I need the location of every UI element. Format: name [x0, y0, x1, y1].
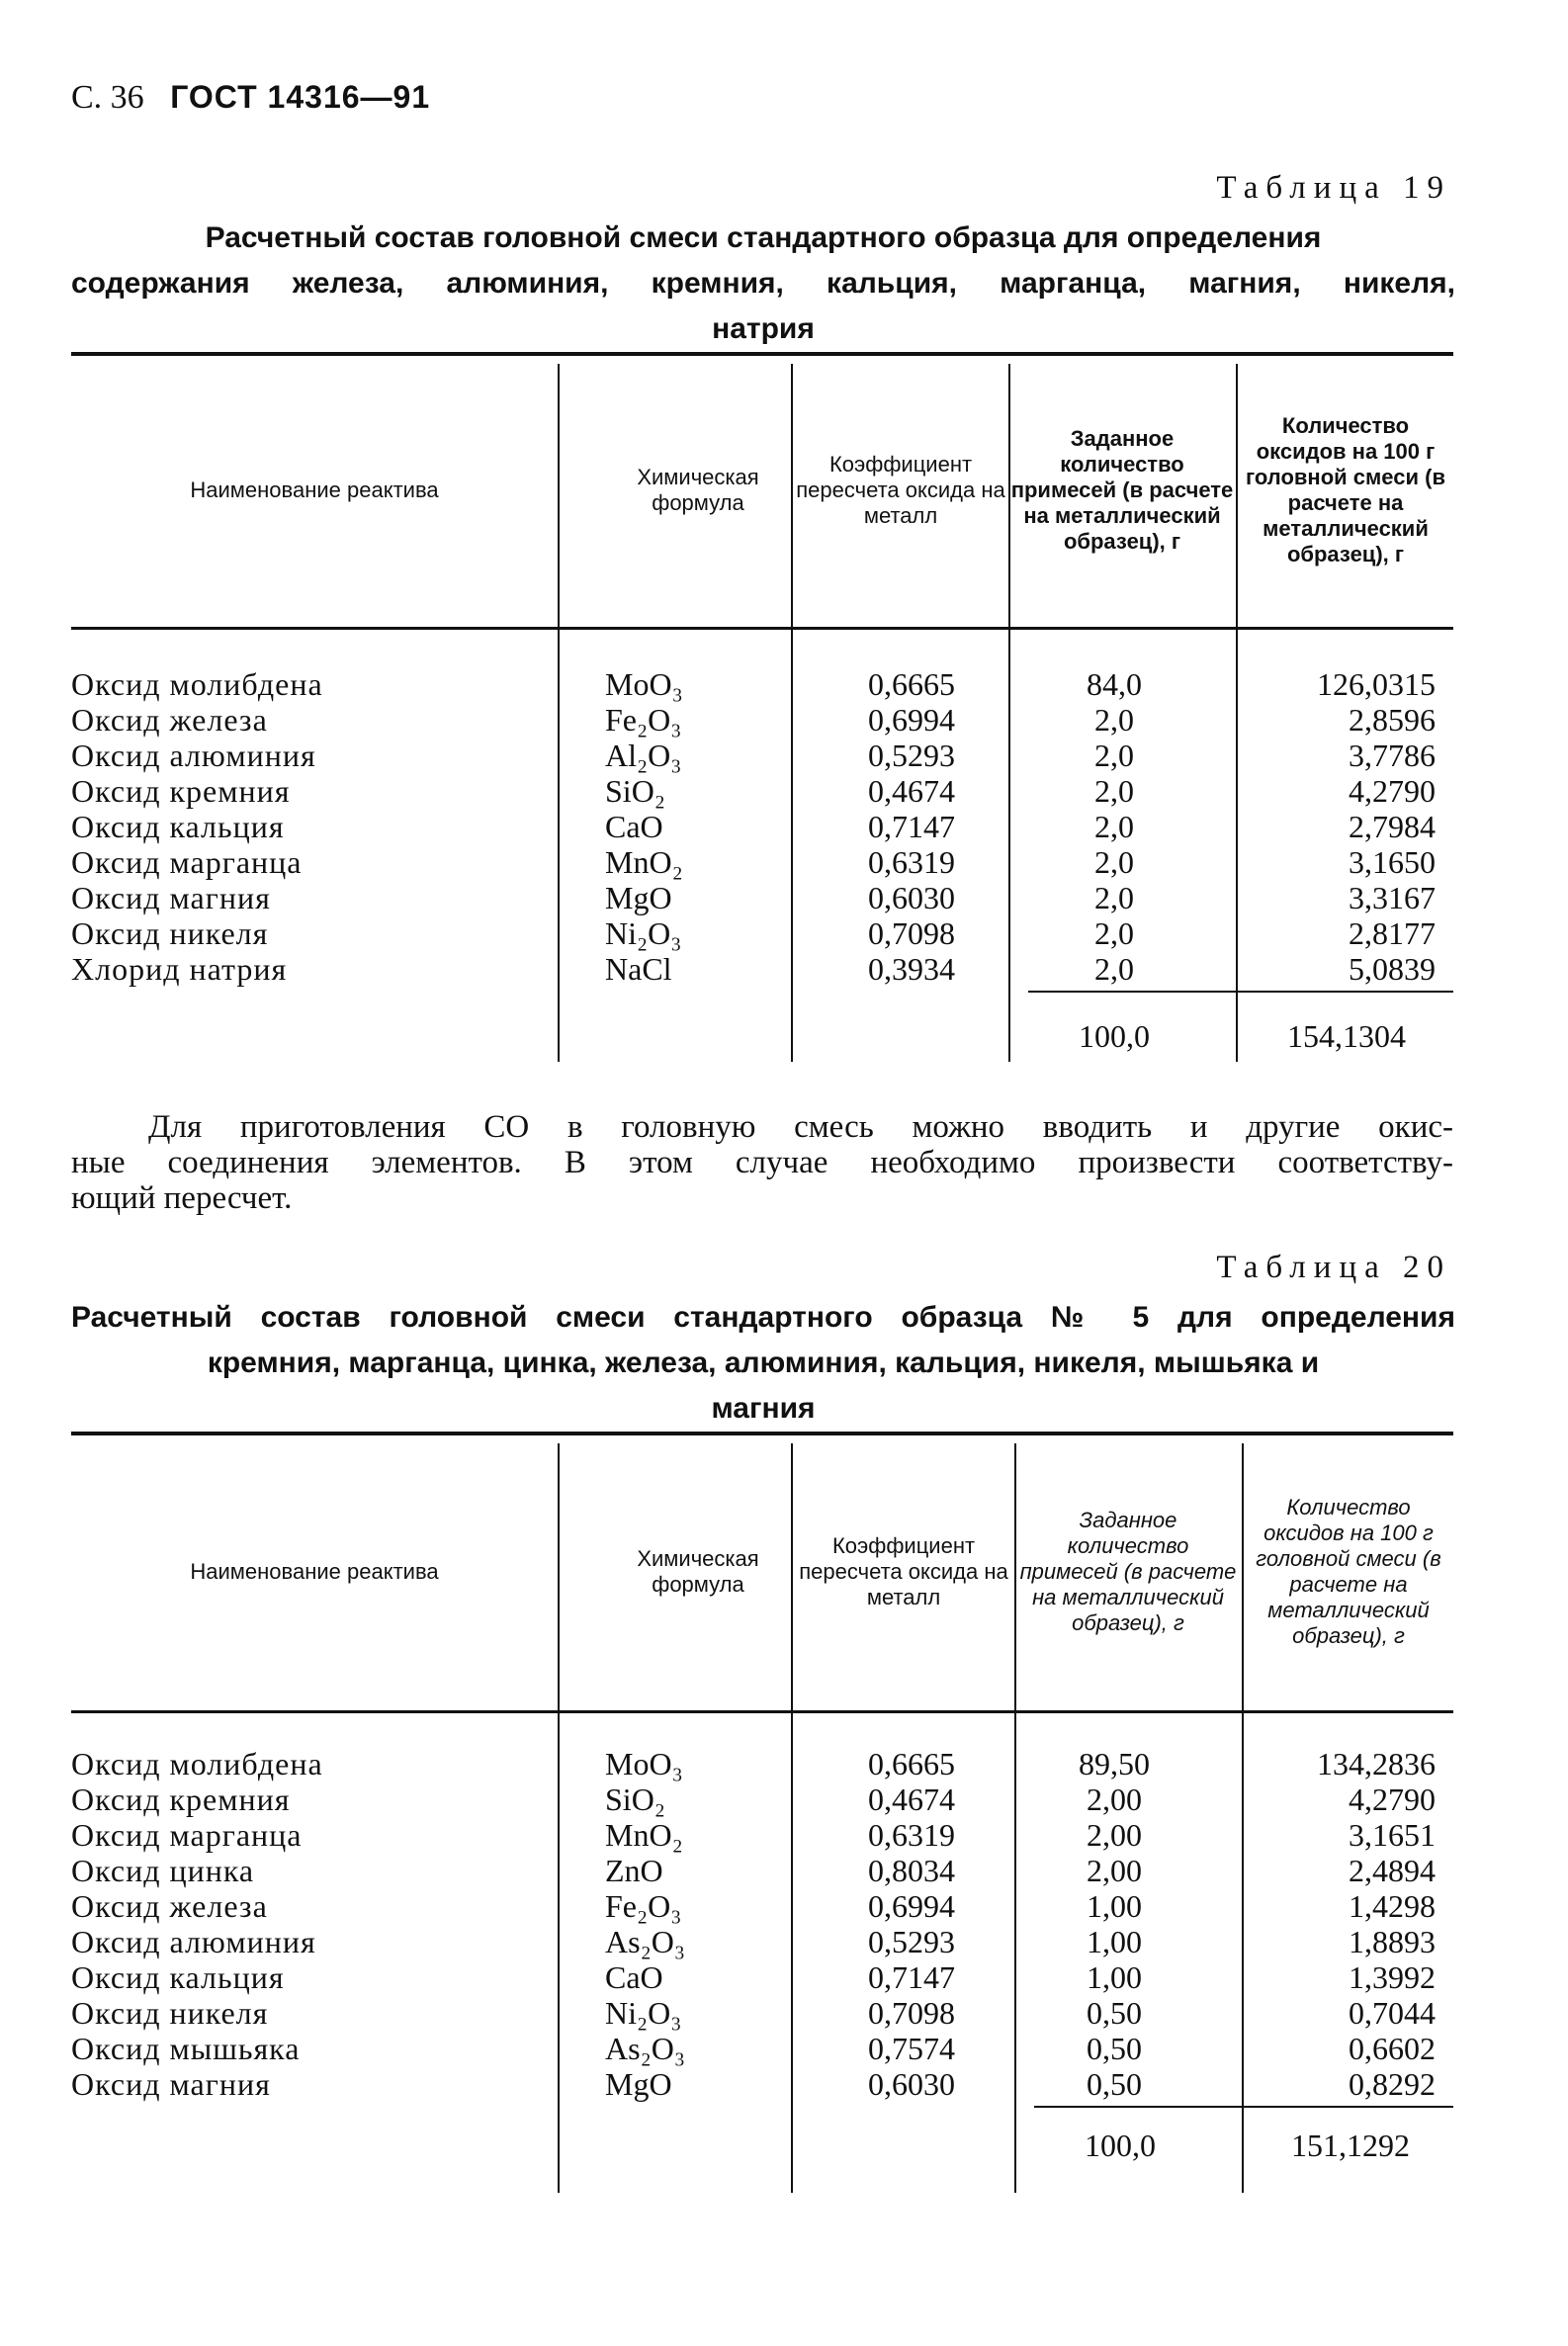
- table-20-sum-rule: [1034, 2106, 1453, 2108]
- note-line-3: ющий пересчет.: [71, 1180, 293, 1216]
- table-20-top-rule: [71, 1432, 1453, 1435]
- conversion-coefficient: 0,6665: [868, 1746, 955, 1781]
- reagent-name: Оксид никеля: [71, 1995, 269, 2031]
- reagent-name: Оксид кальция: [71, 1959, 285, 1995]
- table-19-top-rule: [71, 352, 1453, 356]
- oxide-amount: 4,2790: [1349, 773, 1436, 809]
- page-number: С. 36: [71, 79, 144, 116]
- oxide-amount: 3,7786: [1349, 738, 1436, 773]
- chemical-formula: CaO: [605, 809, 663, 844]
- impurity-amount: 2,0: [1094, 773, 1134, 809]
- table-20-title: [71, 1295, 1455, 1432]
- col-header-coef: Коэффициент пересчета оксида на металл: [796, 452, 1005, 528]
- table-20-title-line-2: кремния, марганца, цинка, железа, алюминия, кальция, никеля, мышьяка и: [207, 1347, 1320, 1379]
- oxide-amount: 4,2790: [1349, 1781, 1436, 1817]
- table-19-sum-rule: [1028, 991, 1453, 993]
- table-row: [71, 1924, 1453, 1959]
- chemical-formula: Al₂O₃: [605, 738, 682, 773]
- table-row: [71, 880, 1453, 915]
- table-19-header-rule: [71, 627, 1453, 630]
- col-header-amount: Заданное количество примесей (в расчете на металлический образец), г: [1019, 1508, 1237, 1635]
- chemical-formula: As₂O₃: [605, 1924, 685, 1959]
- note-line-2: ные соединения элементов. В этом случае необходимо произвести соответству-: [71, 1145, 1453, 1180]
- conversion-coefficient: 0,5293: [868, 1924, 955, 1959]
- impurity-amount: 1,00: [1087, 1959, 1142, 1995]
- table-row: [71, 1781, 1453, 1817]
- col-header-coef: Коэффициент пересчета оксида на металл: [799, 1533, 1008, 1609]
- oxide-amount: 2,7984: [1349, 809, 1436, 844]
- table-row: [71, 2031, 1453, 2066]
- table-19-title: [71, 216, 1455, 352]
- page-header: [71, 79, 430, 117]
- chemical-formula: MnO₂: [605, 1817, 683, 1853]
- table-row: [71, 1995, 1453, 2031]
- table-row: [71, 1959, 1453, 1995]
- table-row: [71, 1888, 1453, 1924]
- table-row: [71, 1817, 1453, 1853]
- chemical-formula: MnO₂: [605, 844, 683, 880]
- chemical-formula: CaO: [605, 1959, 663, 1995]
- oxide-amount: 0,7044: [1349, 1995, 1436, 2031]
- oxide-amount: 2,8596: [1349, 702, 1436, 738]
- table-row: [71, 1746, 1453, 1781]
- oxide-amount: 126,0315: [1317, 666, 1436, 702]
- total-oxides: 154,1304: [1287, 1018, 1406, 1054]
- reagent-name: Оксид никеля: [71, 915, 269, 951]
- chemical-formula: Ni₂O₃: [605, 915, 682, 951]
- chemical-formula: SiO₂: [605, 773, 665, 809]
- reagent-name: Оксид магния: [71, 880, 271, 915]
- table-row: [71, 809, 1453, 844]
- col-header-formula: Химическая формула: [637, 1546, 759, 1597]
- conversion-coefficient: 0,7098: [868, 915, 955, 951]
- reagent-name: Оксид молибдена: [71, 1746, 323, 1781]
- reagent-name: Оксид марганца: [71, 1817, 303, 1853]
- reagent-name: Оксид магния: [71, 2066, 271, 2102]
- conversion-coefficient: 0,8034: [868, 1853, 955, 1888]
- oxide-amount: 3,1650: [1349, 844, 1436, 880]
- table-row: [71, 738, 1453, 773]
- impurity-amount: 2,0: [1094, 702, 1134, 738]
- impurity-amount: 1,00: [1087, 1924, 1142, 1959]
- impurity-amount: 2,0: [1094, 951, 1134, 987]
- note-paragraph: [71, 1109, 1453, 1216]
- chemical-formula: Fe₂O₃: [605, 702, 682, 738]
- chemical-formula: As₂O₃: [605, 2031, 685, 2066]
- oxide-amount: 3,3167: [1349, 880, 1436, 915]
- oxide-amount: 134,2836: [1317, 1746, 1436, 1781]
- chemical-formula: Ni₂O₃: [605, 1995, 682, 2031]
- reagent-name: Оксид железа: [71, 1888, 268, 1924]
- reagent-name: Оксид цинка: [71, 1853, 255, 1888]
- reagent-name: Оксид кремния: [71, 1781, 291, 1817]
- reagent-name: Оксид марганца: [71, 844, 303, 880]
- total-amount: 100,0: [1079, 1018, 1150, 1054]
- reagent-name: Оксид алюминия: [71, 738, 316, 773]
- oxide-amount: 0,8292: [1349, 2066, 1436, 2102]
- table-20: [71, 1432, 1453, 2195]
- table-20-title-line-3: магния: [711, 1392, 816, 1425]
- table-row: [71, 702, 1453, 738]
- conversion-coefficient: 0,6665: [868, 666, 955, 702]
- oxide-amount: 5,0839: [1349, 951, 1436, 987]
- impurity-amount: 0,50: [1087, 2031, 1142, 2066]
- col-header-amount: Заданное количество примесей (в расчете на металлический образец), г: [1010, 426, 1234, 554]
- conversion-coefficient: 0,6030: [868, 2066, 955, 2102]
- chemical-formula: ZnO: [605, 1853, 663, 1888]
- table-19-title-line-3: натрия: [712, 312, 815, 345]
- reagent-name: Оксид мышьяка: [71, 2031, 301, 2066]
- table-row: [71, 844, 1453, 880]
- chemical-formula: MoO₃: [605, 666, 683, 702]
- table-row: [71, 773, 1453, 809]
- col-header-oxides: Количество оксидов на 100 г головной смеси (в расчете на металлический образец), г: [1246, 413, 1445, 566]
- table-row: [71, 2066, 1453, 2102]
- total-oxides: 151,1292: [1291, 2128, 1410, 2163]
- col-header-formula: Химическая формула: [637, 465, 759, 515]
- impurity-amount: 1,00: [1087, 1888, 1142, 1924]
- oxide-amount: 3,1651: [1349, 1817, 1436, 1853]
- table-row: [71, 666, 1453, 702]
- oxide-amount: 1,3992: [1349, 1959, 1436, 1995]
- chemical-formula: NaCl: [605, 951, 672, 987]
- total-amount: 100,0: [1085, 2128, 1156, 2163]
- conversion-coefficient: 0,3934: [868, 951, 955, 987]
- reagent-name: Оксид железа: [71, 702, 268, 738]
- chemical-formula: SiO₂: [605, 1781, 665, 1817]
- conversion-coefficient: 0,4674: [868, 1781, 955, 1817]
- impurity-amount: 2,0: [1094, 915, 1134, 951]
- reagent-name: Оксид алюминия: [71, 1924, 316, 1959]
- conversion-coefficient: 0,6319: [868, 1817, 955, 1853]
- conversion-coefficient: 0,6994: [868, 1888, 955, 1924]
- impurity-amount: 2,00: [1087, 1817, 1142, 1853]
- reagent-name: Оксид молибдена: [71, 666, 323, 702]
- table-20-header-rule: [71, 1710, 1453, 1713]
- impurity-amount: 2,00: [1087, 1853, 1142, 1888]
- oxide-amount: 2,4894: [1349, 1853, 1436, 1888]
- oxide-amount: 1,8893: [1349, 1924, 1436, 1959]
- impurity-amount: 0,50: [1087, 1995, 1142, 2031]
- conversion-coefficient: 0,6319: [868, 844, 955, 880]
- col-header-oxides: Количество оксидов на 100 г головной смеси (в расчете на металлический образец), г: [1256, 1495, 1441, 1648]
- impurity-amount: 2,00: [1087, 1781, 1142, 1817]
- conversion-coefficient: 0,5293: [868, 738, 955, 773]
- table-20-title-line-1: Расчетный состав головной смеси стандартного образца № 5 для определения: [71, 1301, 1455, 1334]
- standard-number: ГОСТ 14316—91: [170, 79, 431, 115]
- conversion-coefficient: 0,4674: [868, 773, 955, 809]
- chemical-formula: MgO: [605, 2066, 672, 2102]
- table-row: [71, 951, 1453, 987]
- col-header-name: Наименование реактива: [190, 1559, 439, 1584]
- conversion-coefficient: 0,6994: [868, 702, 955, 738]
- table-19: [71, 352, 1453, 1064]
- oxide-amount: 2,8177: [1349, 915, 1436, 951]
- chemical-formula: MoO₃: [605, 1746, 683, 1781]
- table-row: [71, 915, 1453, 951]
- impurity-amount: 84,0: [1087, 666, 1142, 702]
- chemical-formula: Fe₂O₃: [605, 1888, 682, 1924]
- impurity-amount: 2,0: [1094, 844, 1134, 880]
- table-19-label: Таблица 19: [1216, 170, 1451, 206]
- table-19-title-line-2: содержания железа, алюминия, кремния, кальция, марганца, магния, никеля,: [71, 267, 1455, 300]
- reagent-name: Оксид кремния: [71, 773, 291, 809]
- impurity-amount: 89,50: [1079, 1746, 1150, 1781]
- reagent-name: Оксид кальция: [71, 809, 285, 844]
- table-19-title-line-1: Расчетный состав головной смеси стандартного образца для определения: [205, 221, 1322, 254]
- impurity-amount: 0,50: [1087, 2066, 1142, 2102]
- note-line-1: Для приготовления СО в головную смесь можно вводить и другие окис-: [148, 1109, 1453, 1145]
- conversion-coefficient: 0,7147: [868, 809, 955, 844]
- conversion-coefficient: 0,7098: [868, 1995, 955, 2031]
- table-row: [71, 1853, 1453, 1888]
- col-header-name: Наименование реактива: [190, 478, 439, 502]
- reagent-name: Хлорид натрия: [71, 951, 288, 987]
- conversion-coefficient: 0,6030: [868, 880, 955, 915]
- conversion-coefficient: 0,7574: [868, 2031, 955, 2066]
- oxide-amount: 0,6602: [1349, 2031, 1436, 2066]
- impurity-amount: 2,0: [1094, 738, 1134, 773]
- table-20-label: Таблица 20: [1216, 1250, 1451, 1285]
- conversion-coefficient: 0,7147: [868, 1959, 955, 1995]
- impurity-amount: 2,0: [1094, 880, 1134, 915]
- oxide-amount: 1,4298: [1349, 1888, 1436, 1924]
- chemical-formula: MgO: [605, 880, 672, 915]
- impurity-amount: 2,0: [1094, 809, 1134, 844]
